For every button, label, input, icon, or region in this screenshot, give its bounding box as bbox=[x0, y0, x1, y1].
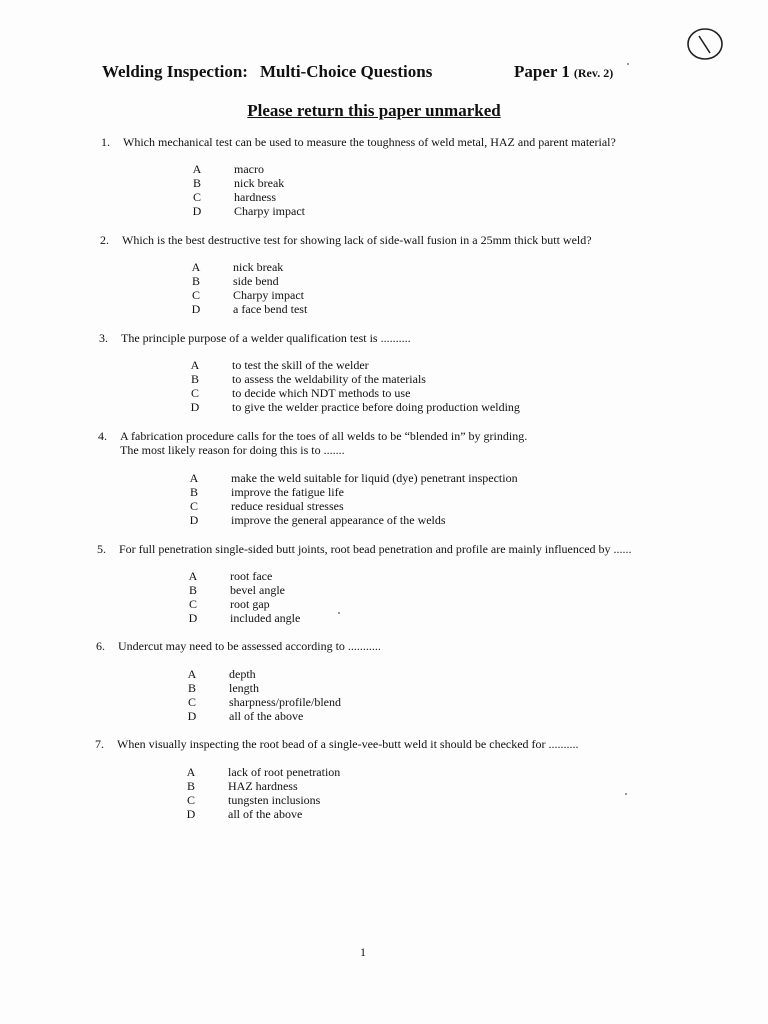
option-letter: A bbox=[187, 667, 197, 681]
page-number: 1 bbox=[360, 945, 366, 959]
option-letter: B bbox=[188, 583, 197, 597]
option-letter: D bbox=[191, 302, 201, 316]
option-letter: B bbox=[191, 274, 200, 288]
option-letter: C bbox=[191, 288, 200, 302]
revision-label: (Rev. 2) bbox=[573, 66, 614, 80]
document-title bbox=[102, 62, 432, 82]
option-text: Charpy impact bbox=[234, 204, 305, 218]
option-text: root face bbox=[230, 569, 273, 583]
paper-label bbox=[514, 62, 613, 82]
title-subtitle: Multi-Choice Questions bbox=[259, 62, 433, 81]
option-letter: A bbox=[188, 569, 198, 583]
scan-speck bbox=[627, 63, 629, 65]
question-body: When visually inspecting the root bead of a single-vee-butt weld it should be checked for .......... bbox=[117, 737, 579, 751]
return-notice: Please return this paper unmarked bbox=[247, 101, 501, 120]
scan-speck bbox=[338, 612, 340, 614]
option-text: to decide which NDT methods to use bbox=[232, 386, 411, 400]
option-text: nick break bbox=[233, 260, 284, 274]
option-text: depth bbox=[229, 667, 256, 681]
option-letter: D bbox=[192, 204, 202, 218]
option-letter: C bbox=[189, 499, 198, 513]
option-letter: C bbox=[187, 695, 196, 709]
option-letter: A bbox=[192, 162, 202, 176]
option-letter: D bbox=[186, 807, 196, 821]
question-body: A fabrication procedure calls for the toes of all welds to be “blended in” by grinding. bbox=[120, 429, 528, 443]
option-text: to test the skill of the welder bbox=[232, 358, 369, 372]
question-text bbox=[98, 429, 527, 444]
option-text: HAZ hardness bbox=[228, 779, 298, 793]
question-text-continued: The most likely reason for doing this is to ....... bbox=[120, 443, 345, 457]
question-text bbox=[100, 233, 592, 248]
option-text: improve the general appearance of the welds bbox=[231, 513, 446, 527]
question-number: 3. bbox=[99, 331, 108, 345]
option-letter: A bbox=[190, 358, 200, 372]
option-text: reduce residual stresses bbox=[231, 499, 344, 513]
option-text: improve the fatigue life bbox=[231, 485, 344, 499]
option-letter: B bbox=[186, 779, 195, 793]
option-letter: D bbox=[188, 611, 198, 625]
option-text: tungsten inclusions bbox=[228, 793, 321, 807]
option-text: all of the above bbox=[229, 709, 304, 723]
question-body: Undercut may need to be assessed according to ........... bbox=[118, 639, 381, 653]
question-number: 5. bbox=[97, 542, 106, 556]
question-number: 2. bbox=[100, 233, 109, 247]
option-text: hardness bbox=[234, 190, 276, 204]
option-text: a face bend test bbox=[233, 302, 308, 316]
option-letter: B bbox=[190, 372, 199, 386]
option-text: macro bbox=[234, 162, 264, 176]
option-letter: D bbox=[189, 513, 199, 527]
option-letter: D bbox=[190, 400, 200, 414]
question-text bbox=[97, 542, 632, 557]
option-text: root gap bbox=[230, 597, 270, 611]
option-text: nick break bbox=[234, 176, 285, 190]
question-text bbox=[101, 135, 616, 150]
question-body: Which is the best destructive test for showing lack of side-wall fusion in a 25mm thick butt weld? bbox=[122, 233, 592, 247]
option-letter: C bbox=[188, 597, 197, 611]
option-text: length bbox=[229, 681, 259, 695]
scan-speck bbox=[625, 793, 627, 795]
paper-number: Paper 1 bbox=[514, 62, 570, 81]
question-text bbox=[96, 639, 381, 654]
option-text: to give the welder practice before doing production welding bbox=[232, 400, 520, 414]
option-text: make the weld suitable for liquid (dye) penetrant inspection bbox=[231, 471, 518, 485]
option-letter: A bbox=[186, 765, 196, 779]
option-text: Charpy impact bbox=[233, 288, 304, 302]
option-letter: B bbox=[192, 176, 201, 190]
option-letter: B bbox=[187, 681, 196, 695]
question-number: 1. bbox=[101, 135, 110, 149]
option-text: to assess the weldability of the materials bbox=[232, 372, 426, 386]
option-letter: C bbox=[192, 190, 201, 204]
option-letter: D bbox=[187, 709, 197, 723]
option-text: bevel angle bbox=[230, 583, 285, 597]
option-letter: A bbox=[191, 260, 201, 274]
question-text bbox=[99, 331, 411, 346]
question-number: 7. bbox=[95, 737, 104, 751]
option-letter: A bbox=[189, 471, 199, 485]
title-main: Welding Inspection: bbox=[102, 62, 248, 81]
question-number: 6. bbox=[96, 639, 105, 653]
option-text: lack of root penetration bbox=[228, 765, 341, 779]
question-number: 4. bbox=[98, 429, 107, 443]
option-letter: C bbox=[186, 793, 195, 807]
handwritten-circled-mark bbox=[685, 26, 725, 62]
option-text: all of the above bbox=[228, 807, 303, 821]
question-body: For full penetration single-sided butt joints, root bead penetration and profile are mainly influenced by ...... bbox=[119, 542, 632, 556]
question-body: Which mechanical test can be used to measure the toughness of weld metal, HAZ and parent material? bbox=[123, 135, 616, 149]
option-text: included angle bbox=[230, 611, 301, 625]
option-letter: C bbox=[190, 386, 199, 400]
option-letter: B bbox=[189, 485, 198, 499]
question-text bbox=[95, 737, 579, 752]
option-text: side bend bbox=[233, 274, 279, 288]
question-body: The principle purpose of a welder qualification test is .......... bbox=[121, 331, 411, 345]
option-text: sharpness/profile/blend bbox=[229, 695, 341, 709]
